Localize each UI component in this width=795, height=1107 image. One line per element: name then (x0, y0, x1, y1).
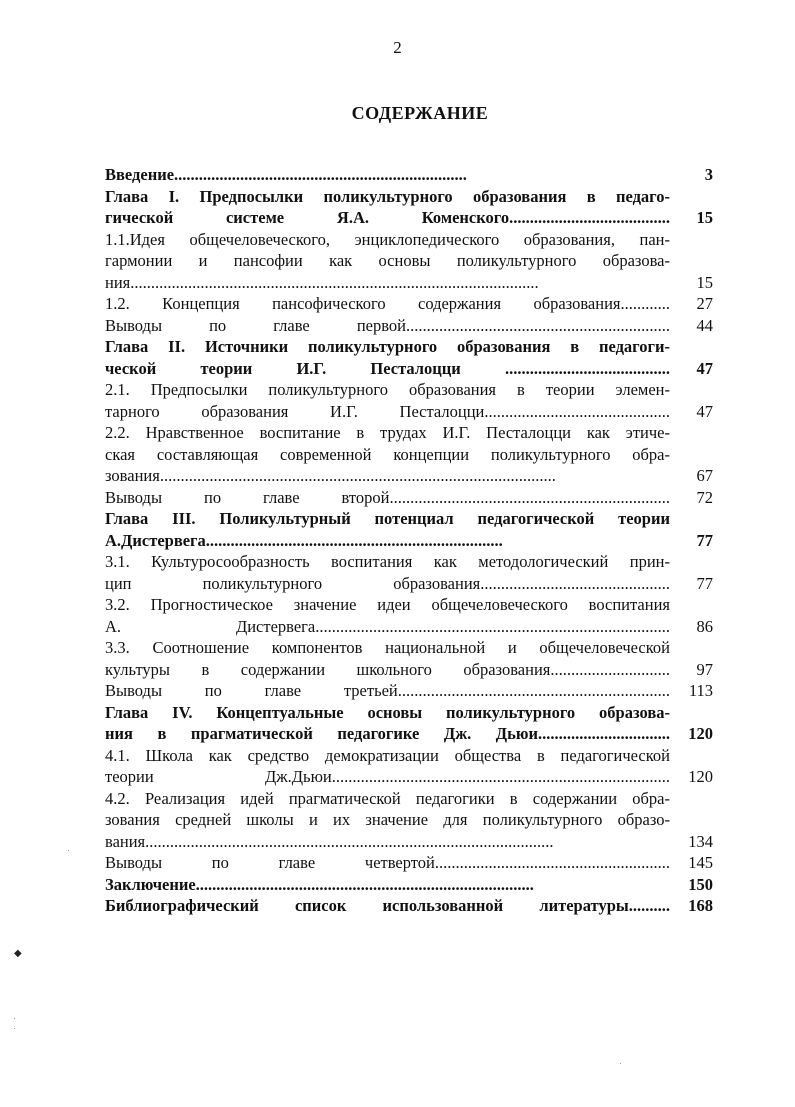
toc-entry-text (105, 293, 670, 315)
toc-entry-line: Выводы по главе первой................................................................ (105, 315, 670, 335)
toc-entry-line: Выводы по главе второй.................................................................... (105, 487, 670, 507)
toc-entry-text (105, 508, 670, 551)
toc-entry-line: А. Дистервега...................................................................................... (105, 616, 670, 636)
toc-entry (105, 637, 713, 680)
toc-entry-page: 145 (688, 853, 713, 872)
toc-entry-line: культуры в содержании школьного образования............................. (105, 659, 670, 679)
toc-entry (105, 594, 713, 637)
toc-entry-line: 3.1. Культуросообразность воспитания как методологический прин- (105, 552, 670, 571)
toc-entry-text (105, 379, 670, 422)
toc-entry-text (105, 895, 670, 917)
toc-entry-page: 15 (696, 208, 713, 227)
toc-entry (105, 895, 713, 917)
toc-entry-text (105, 874, 670, 896)
toc-entry-line: Глава III. Поликультурный потенциал педагогической теории (105, 509, 670, 528)
toc-entry-line: ния................................................................................................... (105, 272, 539, 292)
toc-entry-line: зования................................................................................................ (105, 466, 556, 485)
toc-entry (105, 788, 713, 853)
toc-entry-page: 47 (696, 358, 713, 378)
toc-entry-line: зования средней школы и их значение для поликультурного образо- (105, 810, 670, 829)
toc-entry-line: 1.2. Концепция пансофического содержания образования............ (105, 294, 670, 313)
toc-entry-page: 150 (688, 874, 713, 894)
toc-entry-text (105, 551, 670, 594)
toc-entry-line: тарного образования И.Г. Песталоцци............................................. (105, 401, 670, 421)
toc-entry-text (105, 229, 670, 294)
toc-entry-line: Глава II. Источники поликультурного образования в педагоги- (105, 337, 670, 356)
toc-entry-page: 3 (704, 165, 713, 184)
scan-speck (620, 1063, 621, 1064)
toc-entry-text (105, 186, 670, 229)
toc-entry-line: вания................................................................................................... (105, 831, 554, 851)
toc-entry (105, 293, 713, 315)
toc-entry-line: Выводы по главе третьей.................................................................. (105, 681, 670, 700)
toc-entry-line: Библиографический список использованной литературы.......... (105, 896, 670, 915)
toc-entry (105, 680, 713, 702)
toc-entry-page: 120 (688, 767, 713, 786)
toc-entry-text (105, 422, 670, 487)
scan-speck (68, 850, 69, 851)
toc-entry-page: 15 (696, 272, 713, 292)
toc-entry-line: гармонии и пансофии как основы поликультурного образова- (105, 251, 670, 270)
toc-entry-text (105, 852, 670, 874)
toc-entry-line: 3.3. Соотношение компонентов национальной и общечеловеческой (105, 638, 670, 657)
toc-entry (105, 874, 713, 896)
margin-bullet-icon: ◆ (14, 948, 22, 959)
toc-entry-line: 2.1. Предпосылки поликультурного образования в теории элемен- (105, 380, 670, 399)
toc-entry (105, 164, 713, 186)
toc-entry-text (105, 487, 670, 509)
toc-entry (105, 702, 713, 745)
toc-entry-text (105, 594, 670, 637)
page-number: 2 (393, 38, 402, 57)
toc-entry-text (105, 637, 670, 680)
toc-entry (105, 186, 713, 229)
toc-entry (105, 315, 713, 337)
toc-entry (105, 508, 713, 551)
toc-entry-line: цип поликультурного образования.............................................. (105, 573, 670, 593)
toc-entry-line: ния в прагматической педагогике Дж. Дьюи................................ (105, 724, 670, 743)
toc-entry (105, 852, 713, 874)
scan-speck (14, 1018, 15, 1019)
toc-entry-page: 134 (688, 831, 713, 851)
toc-entry (105, 745, 713, 788)
toc-entry-page: 97 (696, 659, 713, 679)
table-of-contents (105, 164, 713, 917)
toc-entry-line: 3.2. Прогностическое значение идеи общечеловеческого воспитания (105, 595, 670, 614)
toc-entry-line: ческой теории И.Г. Песталоцци ........................................ (105, 358, 670, 378)
toc-entry-line: Введение....................................................................... (105, 165, 467, 184)
toc-entry-page: 168 (688, 896, 713, 915)
toc-entry-line: 1.1.Идея общечеловеческого, энциклопедического образования, пан- (105, 229, 670, 249)
toc-entry (105, 422, 713, 487)
toc-entry-page: 120 (688, 724, 713, 743)
toc-entry-page: 44 (696, 315, 713, 335)
toc-entry-page: 113 (688, 681, 713, 700)
page-title: СОДЕРЖАНИЕ (351, 103, 489, 123)
toc-entry-page: 77 (696, 530, 713, 550)
toc-entry-line: Выводы по главе четвертой......................................................... (105, 853, 670, 872)
toc-entry-line: ская составляющая современной концепции поликультурного обра- (105, 444, 670, 464)
toc-entry (105, 229, 713, 294)
toc-entry-line: 4.2. Реализация идей прагматической педагогики в содержании обра- (105, 788, 670, 808)
toc-entry-line: Глава IV. Концептуальные основы поликультурного образова- (105, 702, 670, 722)
toc-entry (105, 551, 713, 594)
toc-entry-line: А.Дистервега........................................................................ (105, 530, 503, 550)
toc-entry-line: 4.1. Школа как средство демократизации общества в педагогической (105, 745, 670, 765)
toc-entry-line: Заключение.................................................................................. (105, 874, 534, 894)
toc-entry-line: гической системе Я.А. Коменского....................................... (105, 208, 670, 227)
toc-entry-text (105, 702, 670, 745)
toc-entry-text (105, 315, 670, 337)
toc-entry (105, 336, 713, 379)
toc-entry-page: 72 (696, 487, 713, 507)
toc-entry-page: 77 (696, 573, 713, 593)
toc-entry-text (105, 164, 670, 186)
toc-entry (105, 379, 713, 422)
toc-entry-text (105, 680, 670, 702)
toc-entry-text (105, 788, 670, 853)
toc-entry-line: 2.2. Нравственное воспитание в трудах И.Г. Песталоцци как этиче- (105, 423, 670, 442)
toc-entry-page: 67 (696, 466, 713, 485)
toc-entry-page: 27 (696, 294, 713, 313)
toc-entry-line: Глава I. Предпосылки поликультурного образования в педаго- (105, 186, 670, 206)
toc-entry-text (105, 336, 670, 379)
toc-entry (105, 487, 713, 509)
toc-entry-page: 86 (696, 616, 713, 636)
toc-entry-line: теории Дж.Дьюи.................................................................................. (105, 767, 670, 786)
toc-entry-page: 47 (696, 401, 713, 421)
toc-entry-text (105, 745, 670, 788)
scan-speck (14, 1028, 15, 1029)
